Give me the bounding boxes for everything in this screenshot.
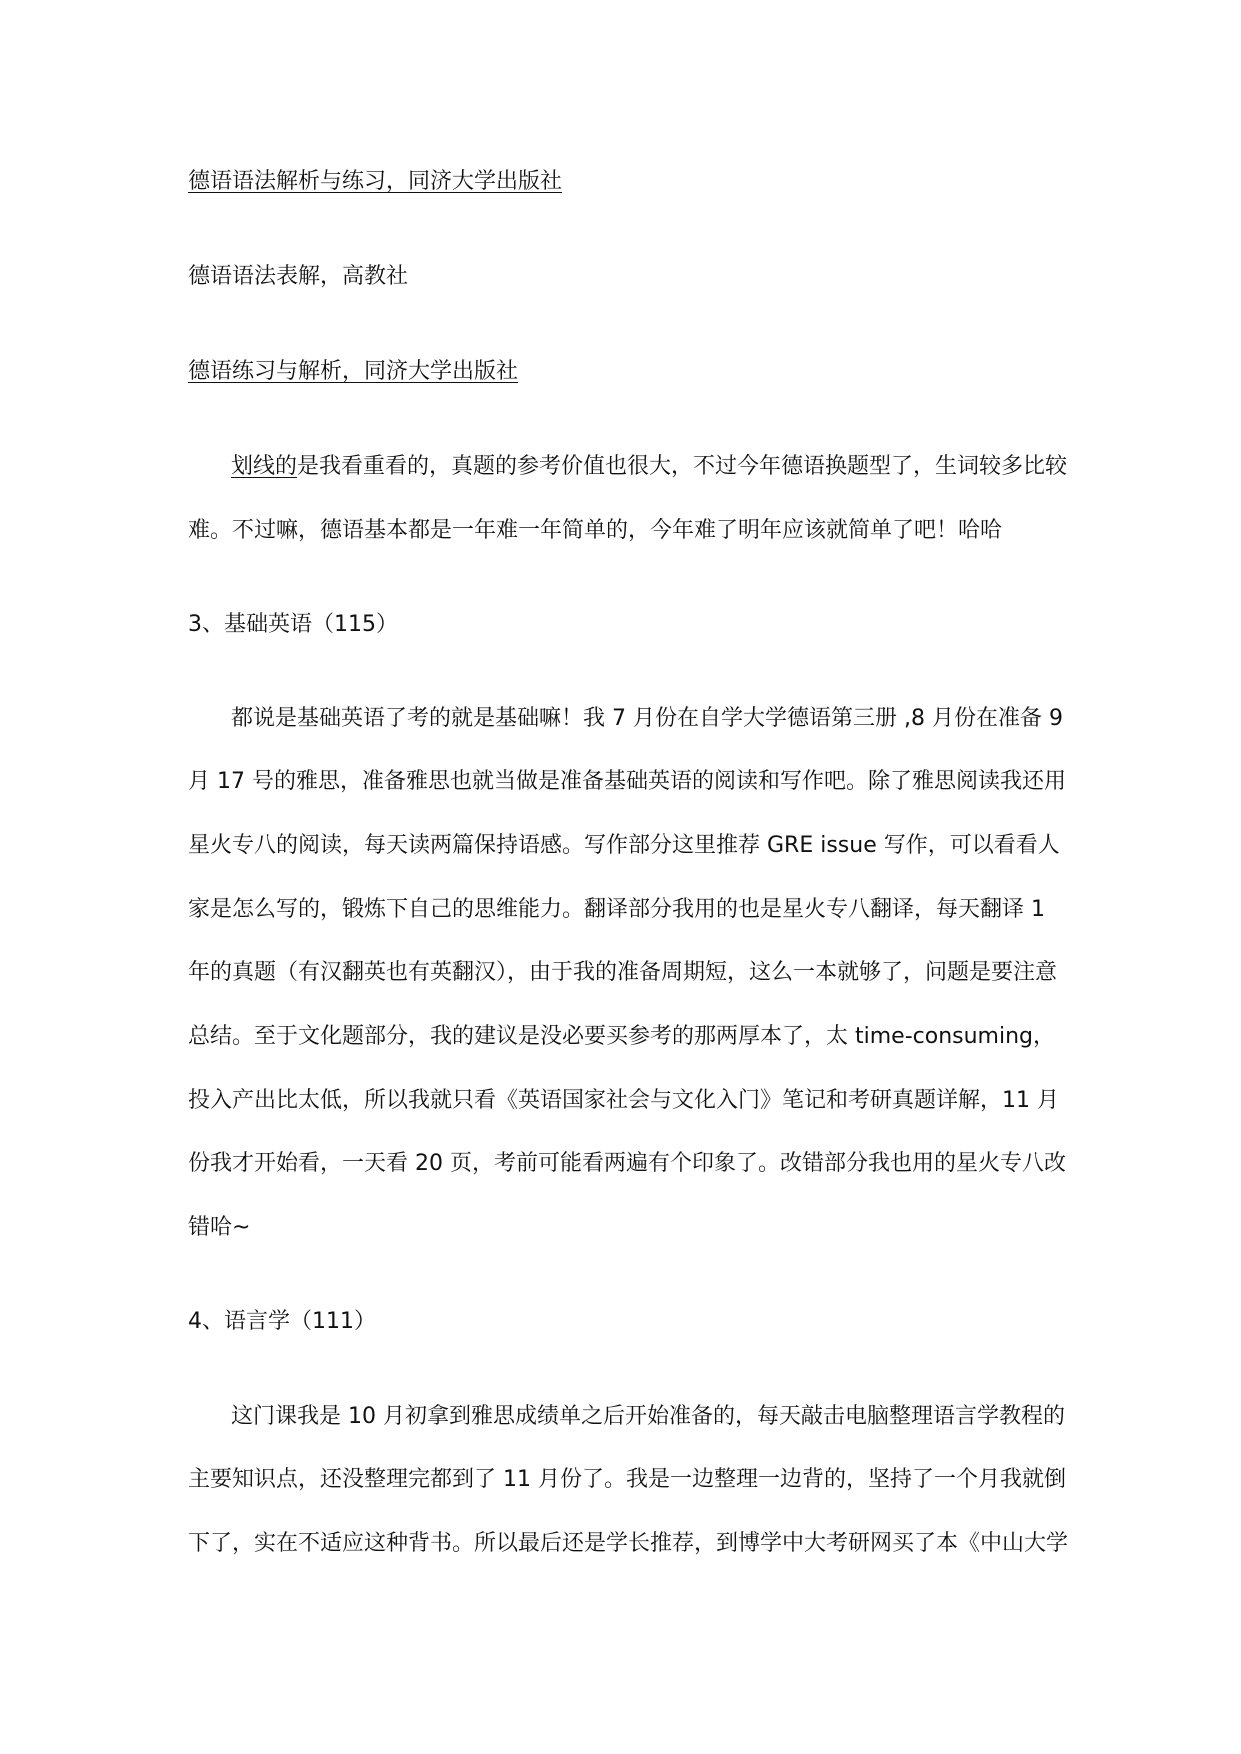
paragraph-line: 这门课我是 10 月初拿到雅思成绩单之后开始准备的，每天敲击电脑整理语言学教程的 bbox=[231, 1404, 1065, 1429]
paragraph-line: 年的真题（有汉翻英也有英翻汉），由于我的准备周期短，这么一本就够了，问题是要注意 bbox=[188, 960, 1058, 985]
book-item: 德语语法解析与练习，同济大学出版社 bbox=[188, 169, 563, 194]
paragraph-line: 月 17 号的雅思，准备雅思也就当做是准备基础英语的阅读和写作吧。除了雅思阅读我还用 bbox=[188, 769, 1066, 794]
note-text: 是我看重看的，真题的参考价值也很大，不过今年德语换题型了，生词较多比较 bbox=[297, 454, 1068, 479]
book-item: 德语练习与解析，同济大学出版社 bbox=[188, 359, 519, 384]
paragraph-line: 星火专八的阅读，每天读两篇保持语感。写作部分这里推荐 GRE issue 写作，可以看看人 bbox=[188, 833, 1060, 858]
book-item: 德语语法表解，高教社 bbox=[188, 264, 409, 289]
underlined-text: 划线的 bbox=[231, 454, 298, 479]
paragraph-line: 份我才开始看，一天看 20 页，考前可能看两遍有个印象了。改错部分我也用的星火专八改 bbox=[188, 1151, 1066, 1176]
paragraph-line: 家是怎么写的，锻炼下自己的思维能力。翻译部分我用的也是星火专八翻译，每天翻译 1 bbox=[188, 897, 1045, 922]
section-heading: 3、基础英语（115） bbox=[188, 612, 398, 637]
paragraph-line: 错哈~ bbox=[188, 1215, 251, 1240]
paragraph-line: 主要知识点，还没整理完都到了 11 月份了。我是一边整理一边背的，坚持了一个月我就倒 bbox=[188, 1467, 1066, 1492]
note-line bbox=[231, 452, 1067, 482]
note-line: 难。不过嘛，德语基本都是一年难一年简单的，今年难了明年应该就简单了吧！哈哈 bbox=[188, 518, 1003, 543]
paragraph-line: 都说是基础英语了考的就是基础嘛！我 7 月份在自学大学德语第三册 ,8 月份在准备 9 bbox=[231, 706, 1063, 731]
section-heading: 4、语言学（111） bbox=[188, 1309, 376, 1334]
paragraph-line: 总结。至于文化题部分，我的建议是没必要买参考的那两厚本了，太 time-consuming， bbox=[188, 1024, 1055, 1049]
paragraph-line: 投入产出比太低，所以我就只看《英语国家社会与文化入门》笔记和考研真题详解，11 月 bbox=[188, 1088, 1059, 1113]
paragraph-line: 下了，实在不适应这种背书。所以最后还是学长推荐，到博学中大考研网买了本《中山大学 bbox=[188, 1531, 1069, 1556]
